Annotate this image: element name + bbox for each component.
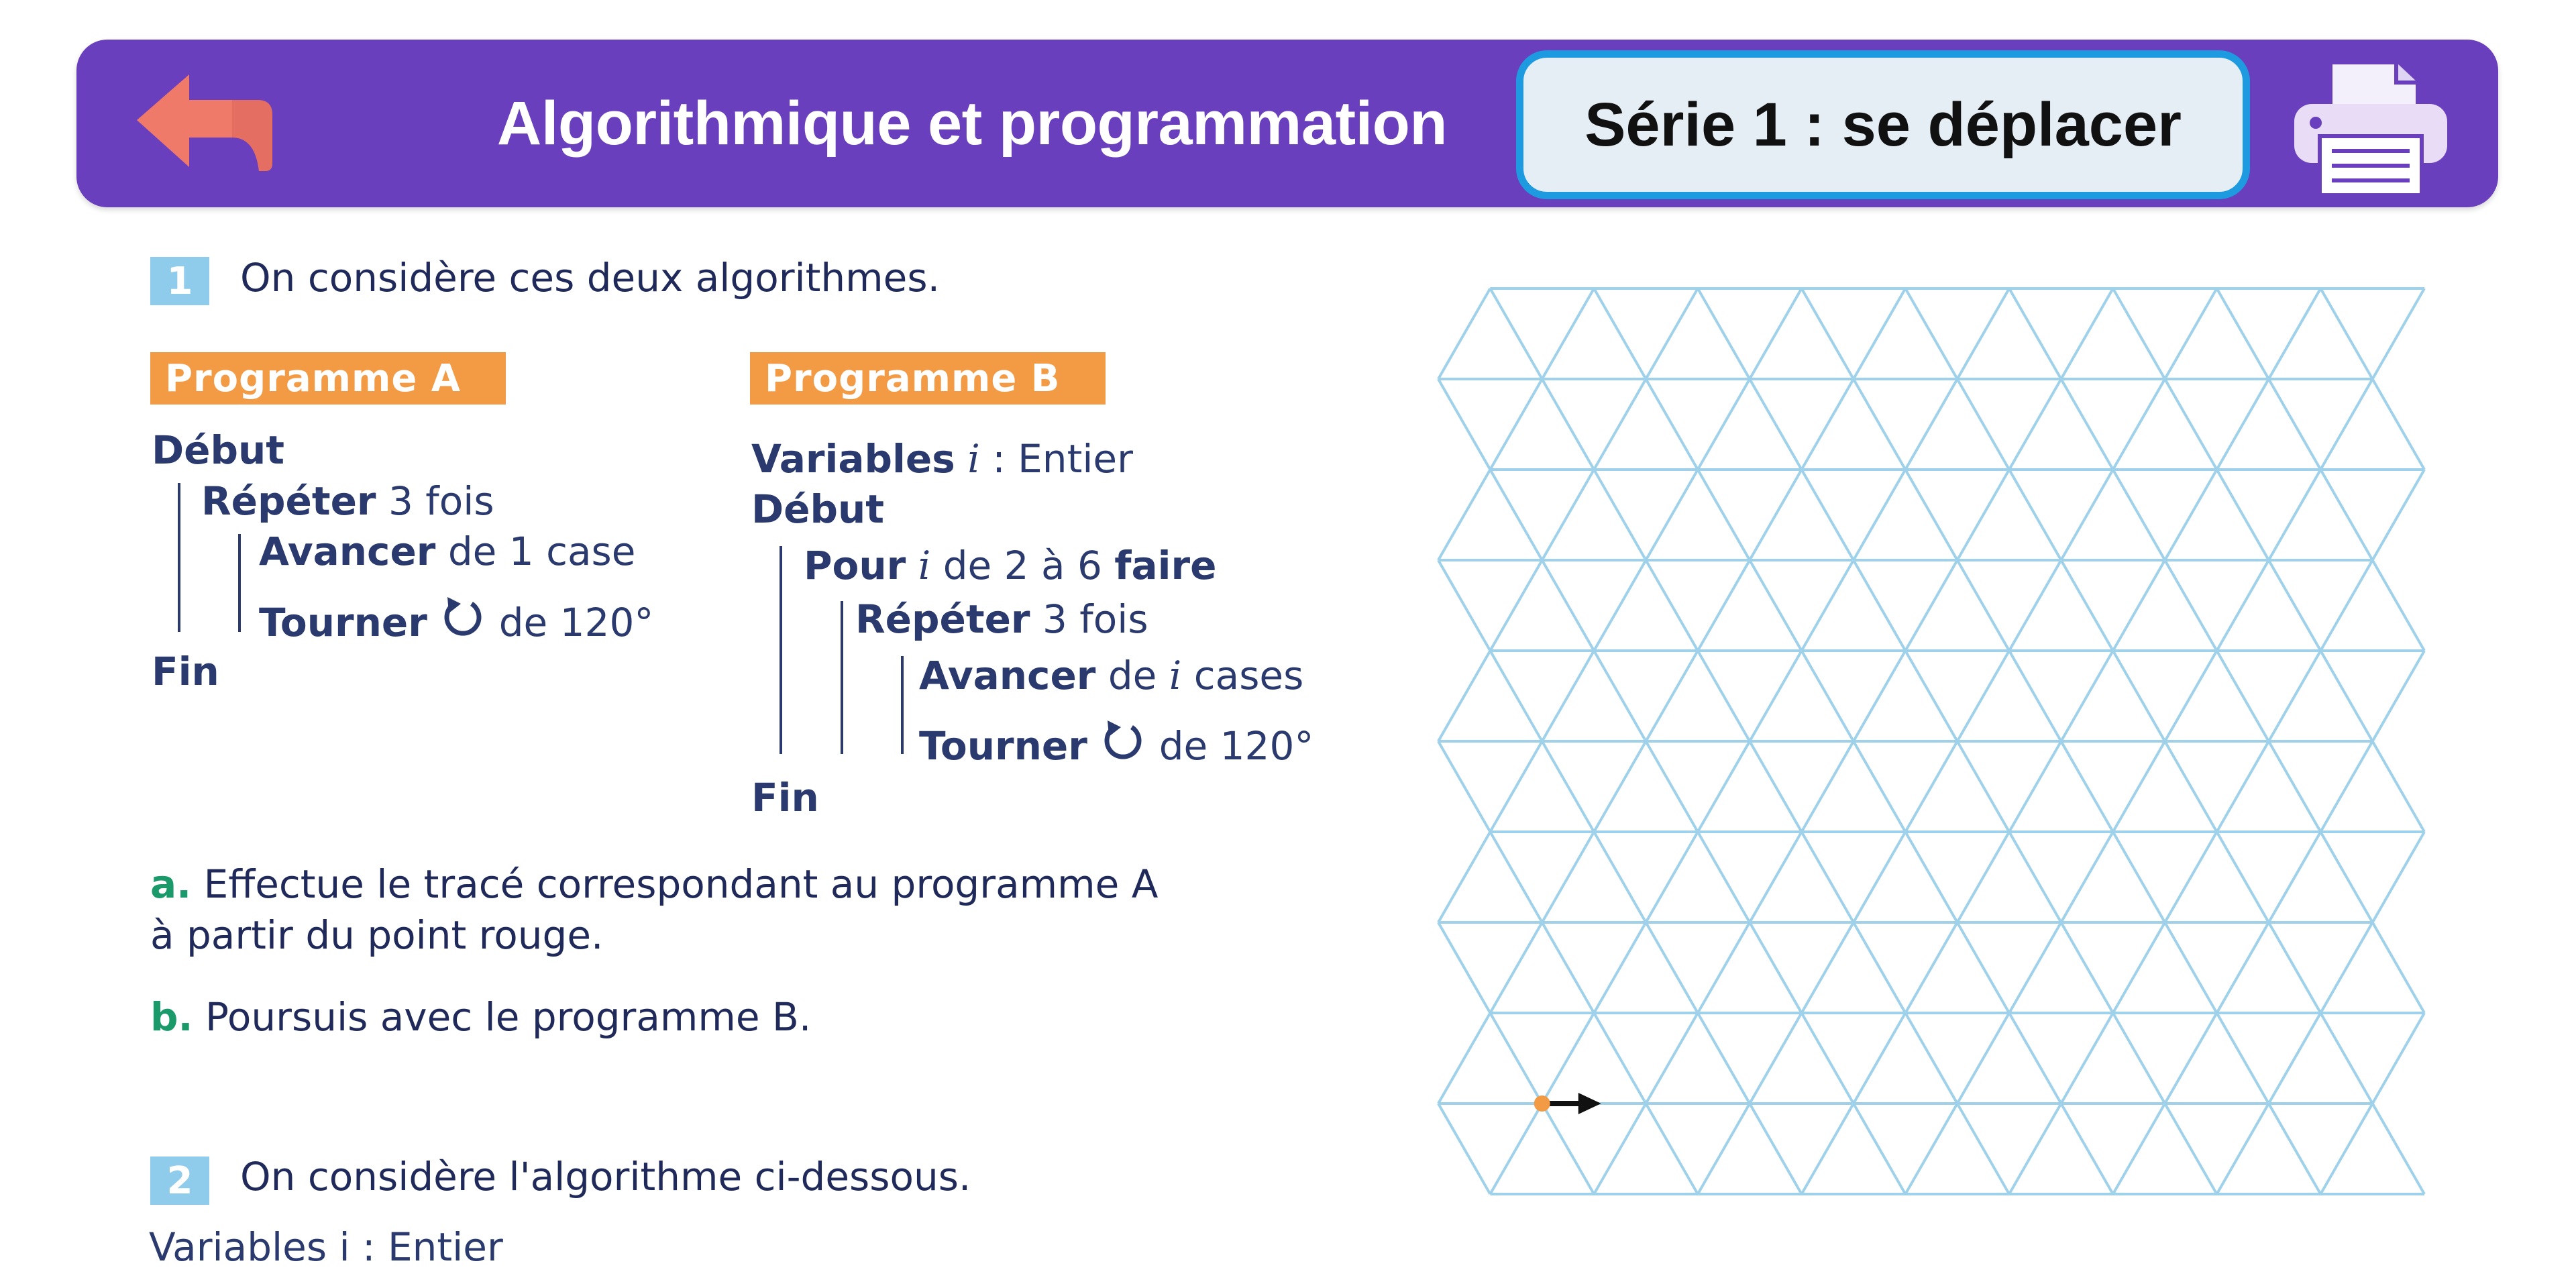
grid-line-diagonal [1957,288,2009,379]
grid-line-diagonal [1802,470,1854,560]
grid-line-diagonal [1957,832,2009,922]
grid-line-diagonal [2373,1013,2424,1104]
grid-line-diagonal [1854,741,1905,832]
grid-line-diagonal [2061,1013,2112,1104]
grid-line-diagonal [1594,922,1646,1013]
grid-line-diagonal [2113,288,2165,379]
grid-line-diagonal [1802,651,1854,741]
grid-line-diagonal [1802,560,1854,651]
grid-line-diagonal [1490,741,1542,832]
rotate-counterclockwise-icon [1099,719,1146,762]
grid-line-diagonal [2165,1013,2216,1104]
grid-line-diagonal [2113,651,2165,741]
grid-line-diagonal [2373,741,2424,832]
grid-line-diagonal [1750,560,1801,651]
grid-line-diagonal [1542,560,1594,651]
grid-line-diagonal [1646,1013,1697,1104]
grid-line-diagonal [2165,560,2216,651]
grid-line-diagonal [1542,651,1594,741]
grid-line-diagonal [1542,470,1594,560]
start-point [1534,1095,1550,1112]
exercise-2-intro: On considère l'algorithme ci-dessous. [240,1154,971,1199]
grid-line-diagonal [2061,741,2112,832]
grid-line-diagonal [1905,922,1957,1013]
grid-line-diagonal [1802,379,1854,470]
grid-line-diagonal [2373,560,2424,651]
grid-line-diagonal [1698,560,1750,651]
grid-line-diagonal [2113,379,2165,470]
grid-line-diagonal [1854,288,1905,379]
grid-line-diagonal [1905,379,1957,470]
grid-line-diagonal [1854,560,1905,651]
grid-line-diagonal [1698,470,1750,560]
grid-line-diagonal [2320,832,2372,922]
grid-line-diagonal [2269,1013,2320,1104]
grid-line-diagonal [1490,922,1542,1013]
prog-a-block-line [178,483,180,632]
app-header [76,40,2498,207]
grid-line-diagonal [1542,832,1594,922]
grid-line-diagonal [1750,922,1801,1013]
grid-line-diagonal [2217,1104,2269,1194]
prog-b-pour: Pour i de 2 à 6 faire [804,543,1217,588]
grid-line-diagonal [1594,741,1646,832]
grid-line-diagonal [2373,922,2424,1013]
grid-line-diagonal [1802,1104,1854,1194]
programme-b-label: Programme B [750,352,1106,405]
exercise-1-intro: On considère ces deux algorithmes. [240,255,941,301]
grid-line-diagonal [2113,832,2165,922]
grid-line-diagonal [1594,470,1646,560]
grid-line-diagonal [2217,288,2269,379]
exercise-2-partial-text: Variables i : Entier [149,1224,503,1270]
grid-line-diagonal [1698,1104,1750,1194]
programme-a-label: Programme A [150,352,506,405]
question-b: b. Poursuis avec le programme B. [150,994,812,1040]
grid-line-diagonal [2217,1013,2269,1104]
grid-line-diagonal [2269,922,2320,1013]
page-title: Algorithmique et programmation [496,89,1448,158]
prog-b-avancer: Avancer de i cases [919,653,1304,698]
prog-b-tourner: Tourner de 120° [919,719,1313,765]
prog-a-tourner: Tourner de 120° [259,596,653,642]
grid-line-diagonal [2320,560,2372,651]
grid-line-diagonal [1542,379,1594,470]
grid-line-diagonal [2061,470,2112,560]
grid-line-diagonal [2061,560,2112,651]
grid-line-diagonal [2113,741,2165,832]
grid-line-diagonal [1854,1104,1905,1194]
grid-line-diagonal [1542,1104,1594,1194]
grid-line-diagonal [2165,741,2216,832]
grid-line-diagonal [1542,922,1594,1013]
back-arrow-icon [131,70,276,178]
grid-line-diagonal [1594,1104,1646,1194]
grid-line-diagonal [1854,651,1905,741]
grid-line-diagonal [1698,1013,1750,1104]
grid-line-diagonal [1957,560,2009,651]
grid-line-diagonal [1957,470,2009,560]
prog-a-debut: Début [152,427,285,473]
prog-a-avancer: Avancer de 1 case [259,529,636,574]
grid-line-diagonal [1438,651,1490,741]
question-a: a. Effectue le tracé correspondant au programme A à partir du point rouge. [150,861,1159,958]
grid-line-diagonal [1438,1104,1490,1194]
prog-b-fin: Fin [751,775,819,820]
grid-line-diagonal [2217,651,2269,741]
prog-a-repeter: Répéter 3 fois [201,478,494,524]
grid-line-diagonal [1854,1013,1905,1104]
grid-line-diagonal [1438,1013,1490,1104]
grid-line-diagonal [1438,379,1490,470]
prog-b-block-line [780,546,782,754]
grid-line-diagonal [2009,1013,2061,1104]
grid-line-diagonal [2009,741,2061,832]
grid-line-diagonal [1490,288,1542,379]
grid-line-diagonal [2373,470,2424,560]
grid-line-diagonal [2217,832,2269,922]
grid-line-diagonal [1594,560,1646,651]
grid-line-diagonal [2320,1013,2372,1104]
grid-line-diagonal [1646,560,1697,651]
grid-line-diagonal [2320,470,2372,560]
prog-b-middle-block-line [841,601,843,754]
grid-line-diagonal [2373,288,2424,379]
grid-line-diagonal [1594,832,1646,922]
serie-badge[interactable]: Série 1 : se déplacer [1516,50,2250,199]
grid-line-diagonal [1698,288,1750,379]
grid-line-diagonal [1802,922,1854,1013]
grid-line-diagonal [1957,741,2009,832]
exercise-number-1: 1 [150,257,209,305]
prog-b-inner-block-line [901,656,904,754]
grid-line-diagonal [2113,1104,2165,1194]
grid-line-diagonal [1594,651,1646,741]
prog-a-fin: Fin [152,649,219,694]
grid-line-diagonal [1750,1104,1801,1194]
grid-line-diagonal [2373,651,2424,741]
exercise-number-2: 2 [150,1157,209,1205]
grid-line-diagonal [1490,832,1542,922]
grid-line-diagonal [2061,832,2112,922]
grid-line-diagonal [1646,651,1697,741]
grid-line-diagonal [2113,1013,2165,1104]
grid-line-diagonal [1698,922,1750,1013]
grid-line-diagonal [2373,832,2424,922]
grid-line-diagonal [1854,922,1905,1013]
prog-b-debut: Début [751,486,885,532]
grid-line-diagonal [1905,1104,1957,1194]
print-button[interactable] [2290,57,2451,198]
grid-line-diagonal [1905,560,1957,651]
grid-line-diagonal [2009,651,2061,741]
grid-line-diagonal [2320,288,2372,379]
grid-line-diagonal [1802,1013,1854,1104]
grid-line-diagonal [2113,470,2165,560]
grid-line-diagonal [1957,922,2009,1013]
grid-line-diagonal [1542,741,1594,832]
grid-line-diagonal [2217,741,2269,832]
grid-line-diagonal [1854,470,1905,560]
exercise-2-cut-off-line [148,1224,953,1270]
grid-line-diagonal [1438,560,1490,651]
grid-line-diagonal [2165,922,2216,1013]
grid-line-diagonal [2009,922,2061,1013]
grid-line-diagonal [1490,470,1542,560]
grid-line-diagonal [2320,379,2372,470]
grid-line-diagonal [1750,379,1801,470]
grid-line-diagonal [1905,1013,1957,1104]
grid-line-diagonal [2009,379,2061,470]
grid-line-diagonal [2113,560,2165,651]
grid-line-diagonal [1594,379,1646,470]
grid-line-diagonal [1750,651,1801,741]
grid-line-diagonal [1646,832,1697,922]
grid-line-diagonal [1750,288,1801,379]
grid-line-diagonal [1802,288,1854,379]
grid-line-diagonal [2269,379,2320,470]
grid-line-diagonal [1854,832,1905,922]
grid-line-diagonal [1905,288,1957,379]
grid-line-diagonal [2269,560,2320,651]
grid-line-diagonal [2061,922,2112,1013]
grid-line-diagonal [1802,832,1854,922]
grid-line-diagonal [2165,1104,2216,1194]
grid-line-diagonal [1490,560,1542,651]
grid-line-diagonal [1646,1104,1697,1194]
grid-line-diagonal [2269,832,2320,922]
grid-line-diagonal [1957,1104,2009,1194]
grid-line-diagonal [1698,741,1750,832]
grid-line-diagonal [1438,741,1490,832]
grid-line-diagonal [1646,288,1697,379]
grid-line-diagonal [1490,651,1542,741]
grid-line-diagonal [1438,832,1490,922]
grid-line-diagonal [1750,741,1801,832]
grid-line-diagonal [1905,470,1957,560]
grid-line-diagonal [2009,832,2061,922]
grid-line-diagonal [1750,832,1801,922]
grid-line-diagonal [2269,1104,2320,1194]
grid-line-diagonal [1646,922,1697,1013]
grid-line-diagonal [1854,379,1905,470]
grid-line-diagonal [2269,651,2320,741]
grid-line-diagonal [2061,379,2112,470]
back-button[interactable] [131,70,276,178]
grid-line-diagonal [2269,288,2320,379]
grid-line-diagonal [2165,651,2216,741]
grid-line-diagonal [2217,922,2269,1013]
grid-line-diagonal [1750,470,1801,560]
grid-line-diagonal [1905,651,1957,741]
grid-line-diagonal [2217,470,2269,560]
grid-line-diagonal [2373,379,2424,470]
grid-line-diagonal [1438,922,1490,1013]
grid-line-diagonal [2320,651,2372,741]
grid-line-diagonal [2217,379,2269,470]
grid-line-diagonal [2009,470,2061,560]
grid-line-diagonal [1905,741,1957,832]
prog-b-variables: Variables i : Entier [751,436,1133,482]
grid-line-diagonal [1698,651,1750,741]
grid-line-diagonal [2061,1104,2112,1194]
triangular-grid[interactable] [1429,282,2435,1208]
grid-line-diagonal [2269,470,2320,560]
grid-line-diagonal [1542,288,1594,379]
grid-line-diagonal [1490,1104,1542,1194]
grid-line-diagonal [1802,741,1854,832]
grid-line-diagonal [2061,651,2112,741]
grid-line-diagonal [1594,288,1646,379]
grid-line-diagonal [2165,379,2216,470]
grid-line-diagonal [2009,288,2061,379]
grid-line-diagonal [1957,379,2009,470]
rotate-counterclockwise-icon [439,596,486,639]
grid-line-diagonal [2113,922,2165,1013]
grid-line-diagonal [2320,922,2372,1013]
grid-line-diagonal [1957,1013,2009,1104]
prog-b-repeter: Répéter 3 fois [855,596,1148,642]
grid-line-diagonal [1438,288,1490,379]
grid-line-diagonal [1490,1013,1542,1104]
grid-line-diagonal [1646,470,1697,560]
grid-line-diagonal [2165,470,2216,560]
grid-line-diagonal [2269,741,2320,832]
grid-line-diagonal [1905,832,1957,922]
prog-a-inner-block-line [238,534,241,632]
grid-line-diagonal [2217,560,2269,651]
grid-line-diagonal [1750,1013,1801,1104]
grid-line-diagonal [2061,288,2112,379]
grid-line-diagonal [2009,1104,2061,1194]
grid-line-diagonal [2320,1104,2372,1194]
printer-icon [2290,57,2451,198]
grid-line-diagonal [1698,832,1750,922]
grid-line-diagonal [1646,741,1697,832]
grid-line-diagonal [1646,379,1697,470]
grid-line-diagonal [1542,1013,1594,1104]
grid-line-diagonal [1490,379,1542,470]
grid-line-diagonal [1957,651,2009,741]
grid-line-diagonal [1438,470,1490,560]
direction-arrow-icon [1542,1093,1601,1114]
grid-line-diagonal [2009,560,2061,651]
grid-line-diagonal [1594,1013,1646,1104]
grid-line-diagonal [2165,288,2216,379]
grid-line-diagonal [1698,379,1750,470]
grid-line-diagonal [2320,741,2372,832]
grid-line-diagonal [2373,1104,2424,1194]
grid-line-diagonal [2165,832,2216,922]
